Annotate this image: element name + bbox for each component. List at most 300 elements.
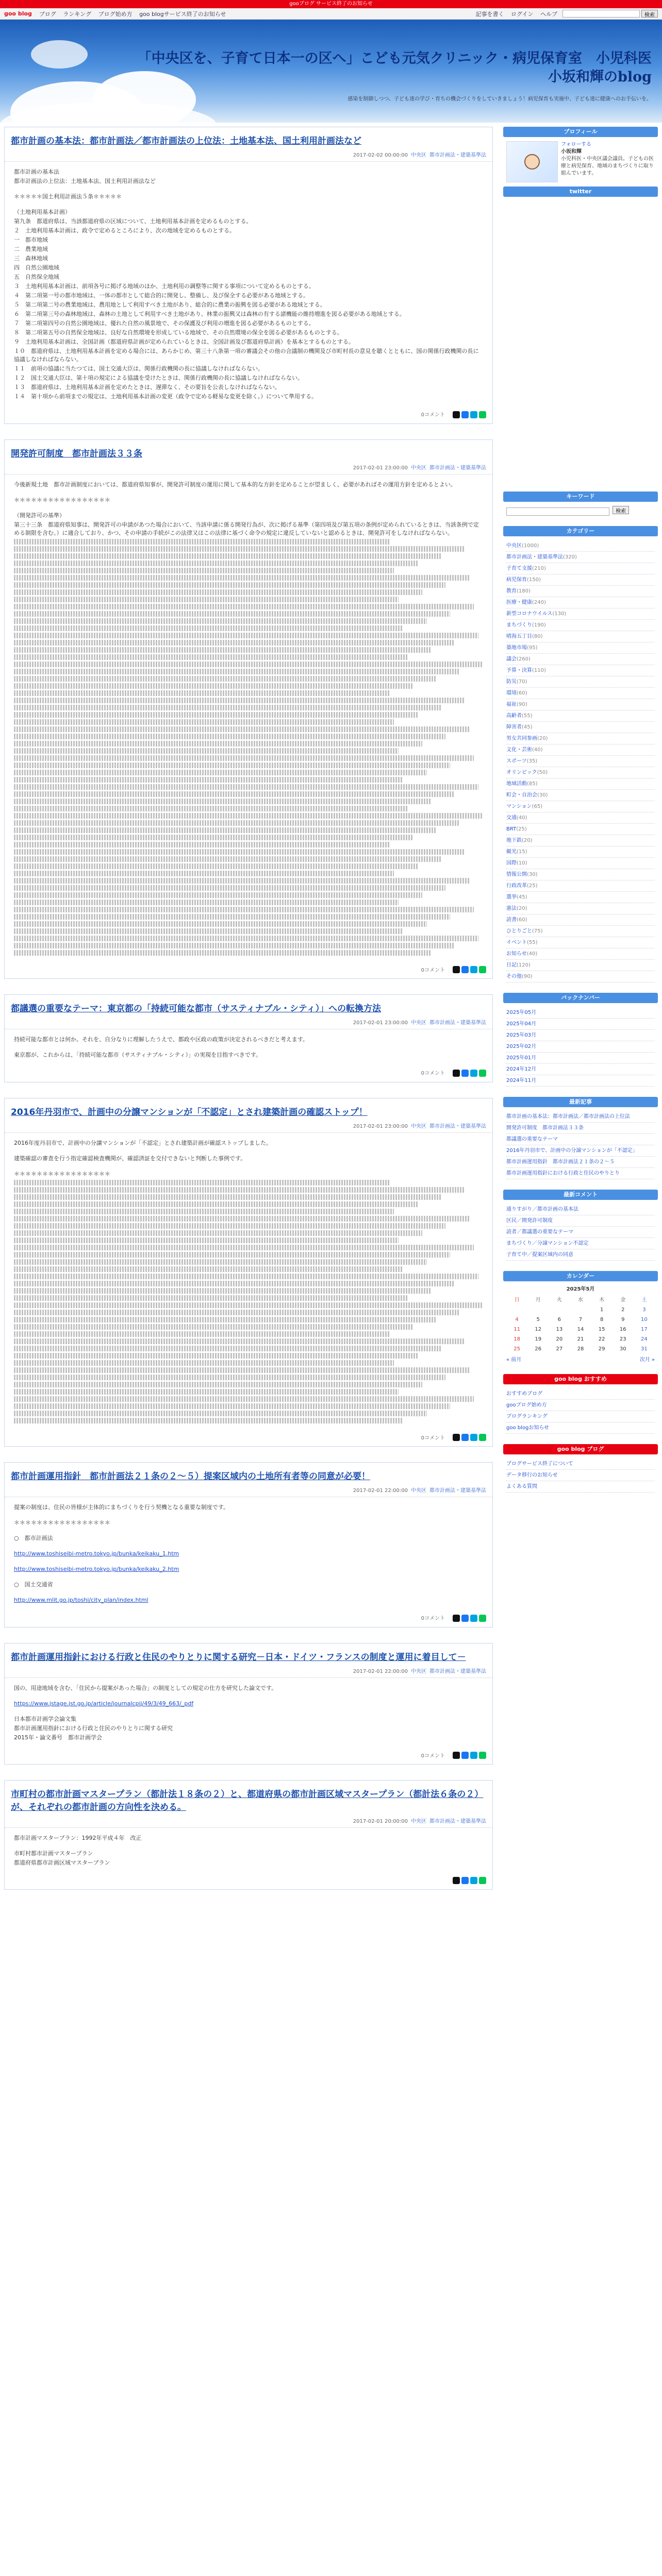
line-share-icon[interactable] — [479, 1752, 486, 1759]
backnumber-item[interactable]: 2025年05月 — [506, 1007, 655, 1019]
blog-entry — [4, 1098, 493, 1447]
category-item[interactable] — [506, 744, 655, 756]
entry-text: 持続可能な都市とは何か。それを、自分なりに理解したうえで、都政や区政の政策が決定されるべきだと考えます。 — [14, 1036, 308, 1043]
entry-text-block — [14, 726, 469, 732]
comment-count[interactable]: 0コメント — [421, 1753, 445, 1759]
entry-link[interactable]: http://www.toshiseibi-metro.tokyo.jp/bunka/keikaku_1.htm — [14, 1550, 179, 1557]
category-item[interactable] — [506, 937, 655, 948]
entry-text-block — [14, 625, 403, 631]
line-share-icon[interactable] — [479, 1877, 486, 1884]
entry-category-link[interactable]: 都市計画法・建築基準法 — [429, 1020, 486, 1026]
category-item-label: 観光 — [506, 849, 517, 855]
profile-follow[interactable]: フォローする — [561, 142, 591, 147]
hatena-share-icon[interactable] — [470, 1752, 477, 1759]
entry-text-block — [14, 1209, 394, 1214]
goo-blog-item[interactable]: ブログサービス終了について — [506, 1459, 655, 1470]
recent-item[interactable]: 開発許可制度 都市計画法３３条 — [506, 1123, 655, 1134]
facebook-share-icon[interactable] — [461, 966, 469, 973]
category-item-label: 環境 — [506, 690, 517, 696]
category-item[interactable] — [506, 733, 655, 744]
calendar-weekday: 火 — [556, 1297, 562, 1303]
entry-text-block — [14, 907, 474, 912]
topbar-search-input[interactable] — [562, 10, 640, 18]
entry-text-block — [14, 806, 408, 811]
line-share-icon[interactable] — [479, 1070, 486, 1077]
entry-text-block — [14, 799, 432, 804]
calendar-day[interactable]: 18 — [514, 1336, 520, 1342]
entry-text: 建築確認の審査を行う指定確認検査機関が、確認済証を交付できないと判断した事例です。 — [14, 1155, 246, 1162]
category-item[interactable] — [506, 812, 655, 824]
entry-date: 2017-02-01 23:00:00 — [353, 465, 408, 471]
line-share-icon[interactable] — [479, 966, 486, 973]
entry-title[interactable]: 開発許可制度 都市計画法３３条 — [11, 448, 142, 459]
x-share-icon[interactable] — [453, 966, 460, 973]
facebook-share-icon[interactable] — [461, 1615, 469, 1622]
face-icon — [524, 154, 540, 170]
calendar-day[interactable]: 15 — [598, 1326, 605, 1332]
entry-category-link[interactable]: 中央区 — [411, 1123, 426, 1129]
entry-category-link[interactable]: 都市計画法・建築基準法 — [429, 152, 486, 158]
category-item[interactable] — [506, 552, 655, 563]
calendar-day[interactable]: 11 — [514, 1326, 520, 1332]
entry-category-link[interactable]: 中央区 — [411, 152, 426, 158]
entry-text: 一 都市地域 — [14, 236, 48, 243]
calendar-day[interactable]: 6 — [557, 1316, 561, 1323]
comment-count[interactable]: 0コメント — [421, 1435, 445, 1441]
goo-recommend-item[interactable]: おすすめブログ — [506, 1388, 655, 1400]
entry-text-block — [14, 647, 432, 653]
category-item[interactable] — [506, 880, 655, 892]
goo-recommend-head: goo blog おすすめ — [503, 1374, 658, 1384]
category-item[interactable] — [506, 801, 655, 812]
category-item[interactable] — [506, 574, 655, 586]
category-item-count: (65) — [532, 803, 543, 809]
category-item-count: (10) — [517, 860, 527, 866]
category-item-count: (40) — [526, 951, 538, 957]
category-item-label: 国際 — [506, 860, 517, 866]
calendar-widget — [503, 1271, 658, 1368]
entry-text-block — [14, 863, 418, 869]
comment-item[interactable]: 読者／都議選の重要なテーマ — [506, 1227, 655, 1238]
calendar-next[interactable]: 次月 » — [639, 1357, 655, 1363]
category-item-label: 憲法 — [506, 905, 517, 911]
category-item[interactable] — [506, 778, 655, 790]
category-item-label: 文化・芸術 — [506, 747, 532, 753]
calendar-day[interactable]: 5 — [536, 1316, 540, 1323]
entry-category-link[interactable]: 都市計画法・建築基準法 — [429, 1668, 486, 1674]
category-item-label: 行政改革 — [506, 883, 527, 889]
category-item-label: ひとりごと — [506, 928, 532, 934]
entry-list — [4, 123, 493, 1905]
entry-text-block — [14, 683, 413, 689]
entry-text-block — [14, 561, 418, 566]
calendar-day[interactable]: 10 — [641, 1316, 648, 1323]
comment-count[interactable]: 0コメント — [421, 1616, 445, 1621]
blog-header — [0, 20, 662, 123]
entry-title[interactable]: 都市計画の基本法：都市計画法／都市計画法の上位法：土地基本法、国土利用計画法など — [11, 136, 361, 146]
blog-entry — [4, 1643, 493, 1765]
x-share-icon[interactable] — [453, 1615, 460, 1622]
x-share-icon[interactable] — [453, 1877, 460, 1884]
entry-text-block — [14, 611, 450, 617]
calendar-day[interactable]: 16 — [619, 1326, 626, 1332]
category-item-label: 都市計画法・建築基準法 — [506, 554, 563, 560]
entry-link[interactable]: http://www.toshiseibi-metro.tokyo.jp/bunka/keikaku_2.htm — [14, 1566, 179, 1572]
calendar-day[interactable]: 17 — [641, 1326, 648, 1332]
category-item[interactable] — [506, 597, 655, 608]
category-item-label: イベント — [506, 939, 527, 945]
entry-text: （土地利用基本計画） — [14, 209, 71, 215]
category-item-label: 福祉 — [506, 701, 517, 707]
calendar-day[interactable]: 31 — [641, 1346, 648, 1352]
calendar-day[interactable]: 12 — [535, 1326, 542, 1332]
category-item[interactable] — [506, 654, 655, 665]
entry-text-block — [14, 748, 399, 754]
facebook-share-icon[interactable] — [461, 1434, 469, 1441]
entry-text-block — [14, 1266, 403, 1272]
calendar-day[interactable]: 30 — [619, 1346, 626, 1352]
entry-text-block — [14, 1295, 408, 1301]
line-share-icon[interactable] — [479, 411, 486, 418]
goo-recommend-item[interactable]: goo blogお知らせ — [506, 1422, 655, 1434]
goo-recommend-item[interactable]: gooブログ始め方 — [506, 1400, 655, 1411]
goo-logo[interactable]: goo blog — [4, 10, 32, 17]
entry-footer — [5, 963, 492, 979]
category-item[interactable] — [506, 960, 655, 971]
profile-avatar[interactable] — [506, 141, 558, 182]
category-item-label: 中央区 — [506, 543, 522, 549]
x-share-icon[interactable] — [453, 1070, 460, 1077]
category-item[interactable] — [506, 824, 655, 835]
category-item[interactable] — [506, 699, 655, 710]
entry-text: ＊＊＊＊＊＊＊＊＊＊＊＊＊＊＊＊＊ — [14, 1519, 110, 1526]
category-item[interactable] — [506, 790, 655, 801]
entry-text-block — [14, 1180, 389, 1185]
x-share-icon[interactable] — [453, 411, 460, 418]
category-item-count: (110) — [532, 667, 546, 673]
calendar-day[interactable]: 7 — [578, 1316, 583, 1323]
entry-footer — [5, 1749, 492, 1765]
calendar-day[interactable]: 26 — [535, 1346, 542, 1352]
calendar-day — [570, 1305, 591, 1315]
goo-recommend-item[interactable]: ブログランキング — [506, 1411, 655, 1422]
category-item-count: (55) — [522, 713, 533, 719]
calendar-day[interactable]: 14 — [577, 1326, 584, 1332]
category-item[interactable] — [506, 722, 655, 733]
x-share-icon[interactable] — [453, 1434, 460, 1441]
entry-title[interactable]: 都市計画運用指針 都市計画法２１条の２〜５）提案区域内の土地所有者等の同意が必要！ — [11, 1471, 370, 1482]
category-item[interactable] — [506, 631, 655, 642]
category-item[interactable] — [506, 620, 655, 631]
entry-category-link[interactable]: 都市計画法・建築基準法 — [429, 465, 486, 471]
hatena-share-icon[interactable] — [470, 1070, 477, 1077]
category-item-label: 地域活動 — [506, 781, 527, 787]
entry-text: １１ 前項の協議に当たつては、国土交通大臣は、関係行政機関の長に協議しなければならない。 — [14, 365, 263, 372]
topbar-link-ranking[interactable]: ランキング — [63, 10, 92, 18]
calendar-day[interactable]: 20 — [556, 1336, 563, 1342]
hatena-share-icon[interactable] — [470, 966, 477, 973]
entry-link[interactable]: http://www.mlit.go.jp/toshi/city_plan/index.html — [14, 1597, 148, 1603]
facebook-share-icon[interactable] — [461, 1752, 469, 1759]
blog-title[interactable] — [138, 49, 652, 87]
entry-text-block — [14, 575, 469, 581]
write-article-link[interactable]: 記事を書く — [475, 10, 504, 18]
line-share-icon[interactable] — [479, 1434, 486, 1441]
category-item[interactable] — [506, 971, 655, 982]
entry-text-block — [14, 762, 450, 768]
entry-text-block — [14, 936, 478, 941]
entry-text-block — [14, 777, 403, 783]
entry-text-block — [14, 741, 422, 747]
category-item-label: その他 — [506, 973, 522, 979]
entry-text: 二 農業地域 — [14, 246, 48, 252]
line-share-icon[interactable] — [479, 1615, 486, 1622]
goo-blog-item[interactable]: データ移行のお知らせ — [506, 1470, 655, 1481]
topbar-link-notice[interactable]: goo blogサービス終了のお知らせ — [139, 10, 226, 18]
category-item-count: (45) — [522, 724, 533, 730]
entry-date: 2017-02-02 00:00:00 — [353, 152, 408, 158]
calendar-day[interactable]: 8 — [600, 1316, 604, 1323]
comment-count[interactable]: 0コメント — [421, 412, 445, 418]
login-link[interactable]: ログイン — [511, 10, 534, 18]
topbar-search-button[interactable]: 検索 — [641, 10, 658, 18]
category-item-count: (20) — [537, 735, 548, 741]
entry-text: ６ 第二項第三号の森林地域は、森林の土地として利用すべき土地があり、林業の振興又は森林の有する諸機能の維持増進を図る必要がある地域とする。 — [14, 311, 405, 317]
category-item-count: (25) — [516, 826, 527, 832]
category-item-count: (40) — [517, 815, 527, 821]
entry-text: 第三十三条 都道府県知事は、開発許可の申請があつた場合において、当該申請に係る開発行為が、次に掲げる基準（第四項及び第五項の条例が定められているときは、当該条例で定める制限を含む。）に適合しており、かつ、その申請の手続がこの法律又はこの法律に基づく命令の規定に違反していないと認めるときは、開発許可をしなければならない。 — [14, 521, 479, 536]
entry-text-block — [14, 1245, 474, 1250]
category-item-label: 読書 — [506, 917, 517, 923]
topbar-links — [39, 10, 231, 18]
service-notice[interactable]: gooブログ サービス終了のお知らせ — [0, 0, 662, 8]
category-item-count: (90) — [522, 973, 533, 979]
calendar-day[interactable]: 29 — [598, 1346, 605, 1352]
calendar-day[interactable]: 23 — [619, 1336, 626, 1342]
entry-text-block — [14, 835, 413, 840]
comment-item[interactable]: 区民／開発許可制度 — [506, 1215, 655, 1227]
backnumber-item[interactable]: 2025年03月 — [506, 1030, 655, 1041]
category-item[interactable] — [506, 926, 655, 937]
category-item-count: (20) — [522, 837, 533, 843]
category-item-count: (25) — [527, 883, 538, 889]
entry-text-block — [14, 1338, 465, 1344]
entry-text-block — [14, 553, 441, 559]
backnumber-item[interactable]: 2024年12月 — [506, 1064, 655, 1075]
category-item[interactable] — [506, 914, 655, 926]
category-item[interactable] — [506, 835, 655, 846]
category-item[interactable] — [506, 892, 655, 903]
calendar-day[interactable]: 4 — [515, 1316, 519, 1323]
category-item-label: スポーツ — [506, 758, 527, 764]
entry-text: ＊＊＊＊＊＊＊＊＊＊＊＊＊＊＊＊＊ — [14, 1170, 110, 1177]
category-item-count: (320) — [563, 554, 577, 560]
entry-category-link[interactable]: 中央区 — [411, 1668, 426, 1674]
category-item[interactable] — [506, 586, 655, 597]
keyword-head: キーワード — [503, 492, 658, 502]
entry-text: 都市計画の基本法 — [14, 168, 59, 175]
entry-body — [5, 1133, 492, 1431]
category-item-count: (30) — [527, 871, 538, 877]
entry-category-link[interactable]: 都市計画法・建築基準法 — [429, 1819, 486, 1824]
entry-text-block — [14, 640, 455, 646]
topbar-link-start[interactable]: ブログ始め方 — [98, 10, 133, 18]
blog-title-line2[interactable]: 小坂和輝のblog — [548, 69, 652, 85]
backnumber-item[interactable]: 2024年11月 — [506, 1075, 655, 1087]
entry-category-link[interactable]: 中央区 — [411, 465, 426, 471]
category-head: カテゴリー — [503, 526, 658, 536]
calendar-weekday: 金 — [620, 1297, 626, 1303]
entry-text-block — [14, 1367, 469, 1373]
blog-description: 感染を制御しつつ、子ども達の学び・育ちの機会づくりをしていきましょう！病児保育も実施中、子ども達に健康へのお手伝いを。 — [347, 96, 652, 102]
profile-name[interactable]: 小坂和輝 — [561, 149, 582, 155]
entry-text: 第九条 都道府県は、当該都道府県の区域について、土地利用基本計画を定めるものとする。 — [14, 218, 252, 225]
recent-item[interactable]: 都市計画の基本法：都市計画法／都市計画法の上位法 — [506, 1111, 655, 1123]
category-item-label: 日記 — [506, 962, 517, 968]
entry-title[interactable]: 都市計画運用指針における行政と住民のやりとりに関する研究－日本・ドイツ・フランスの制度と運用に着目して－ — [11, 1652, 466, 1663]
category-item[interactable] — [506, 869, 655, 880]
entry-text-block — [14, 690, 389, 696]
backnumber-widget — [503, 993, 658, 1091]
profile-head: プロフィール — [503, 127, 658, 137]
calendar-day[interactable]: 22 — [598, 1336, 605, 1342]
blog-title-line1[interactable]: 「中央区を、子育て日本一の区へ」こども元気クリニック・病児保育室 小児科医 — [137, 50, 652, 66]
category-item[interactable] — [506, 858, 655, 869]
calendar-day — [527, 1305, 549, 1315]
calendar-day[interactable]: 1 — [600, 1307, 604, 1313]
entry-category-link[interactable]: 中央区 — [411, 1020, 426, 1026]
entry-text: （開発許可の基準） — [14, 512, 65, 519]
category-item[interactable] — [506, 710, 655, 722]
category-item-count: (55) — [527, 939, 538, 945]
category-item-count: (95) — [527, 645, 538, 651]
entry-title[interactable]: 2016年丹羽市で、計画中の分譲マンションが「不認定」とされ建築計画の確認ストップ！ — [11, 1107, 368, 1117]
category-item-label: 病児保育 — [506, 577, 527, 583]
calendar-day[interactable]: 13 — [556, 1326, 563, 1332]
calendar-weekday: 木 — [599, 1297, 605, 1303]
category-item[interactable] — [506, 767, 655, 778]
comments-head: 最新コメント — [503, 1190, 658, 1200]
calendar-day[interactable]: 27 — [556, 1346, 563, 1352]
backnumber-item[interactable]: 2025年04月 — [506, 1019, 655, 1030]
calendar-day[interactable]: 3 — [642, 1307, 646, 1313]
comment-item[interactable]: まちづくり／分譲マンション不認定 — [506, 1238, 655, 1249]
calendar-day[interactable]: 28 — [577, 1346, 584, 1352]
facebook-share-icon[interactable] — [461, 1877, 469, 1884]
entry-text-block — [14, 827, 436, 833]
help-link[interactable]: ヘルプ — [540, 10, 557, 18]
entry-text: ３ 土地利用基本計画は、前項各号に掲げる地域のほか、土地利用の調整等に関する事項について定めるものとする。 — [14, 283, 315, 290]
x-share-icon[interactable] — [453, 1752, 460, 1759]
category-item[interactable] — [506, 948, 655, 960]
entry-category-link[interactable]: 中央区 — [411, 1488, 426, 1494]
entry-footer — [5, 1612, 492, 1627]
category-item[interactable] — [506, 903, 655, 914]
category-item[interactable] — [506, 642, 655, 654]
facebook-share-icon[interactable] — [461, 411, 469, 418]
calendar-day[interactable]: 25 — [514, 1346, 520, 1352]
comment-item[interactable]: 通りすがり／都市計画の基本法 — [506, 1204, 655, 1215]
facebook-share-icon[interactable] — [461, 1070, 469, 1077]
calendar-day[interactable]: 19 — [535, 1336, 542, 1342]
entry-text: １０ 都道府県は、土地利用基本計画を定める場合には、あらかじめ、第三十八条第一項の審議会その他の合議制の機関及び市町村長の意見を聴くとともに、国の関係行政機関の長に協議しなければならない。 — [14, 348, 479, 363]
entry-text-block — [14, 597, 399, 602]
recent-item[interactable]: 都市計画運用指針 都市計画法２１条の２〜５ — [506, 1157, 655, 1168]
entry-meta — [5, 150, 492, 162]
goo-blog-item[interactable]: よくある質問 — [506, 1481, 655, 1493]
keyword-search-button[interactable]: 検索 — [613, 506, 629, 514]
hatena-share-icon[interactable] — [470, 1877, 477, 1884]
comment-count[interactable]: 0コメント — [421, 967, 445, 973]
hatena-share-icon[interactable] — [470, 1615, 477, 1622]
recent-item[interactable]: 都市計画運用指針における行政と住民のやりとり — [506, 1168, 655, 1179]
calendar-prev[interactable]: « 前月 — [506, 1357, 522, 1363]
entry-link[interactable]: https://www.jstage.jst.go.jp/article/journalcpij/49/3/49_663/_pdf — [14, 1700, 194, 1707]
entry-category-link[interactable]: 都市計画法・建築基準法 — [429, 1488, 486, 1494]
category-item-label: オリンピック — [506, 769, 537, 775]
recent-item[interactable]: 都議選の重要なテーマ — [506, 1134, 655, 1145]
category-item-count: (70) — [517, 679, 527, 685]
backnumber-item[interactable]: 2025年02月 — [506, 1041, 655, 1053]
backnumber-head: バックナンバー — [503, 993, 658, 1003]
entry-category-link[interactable]: 中央区 — [411, 1819, 426, 1824]
entry-text-block — [14, 705, 441, 710]
entry-title[interactable]: 都議選の重要なテーマ：東京都の「持続可能な都市（サスティナブル・シティ）」への転換方法 — [11, 1004, 382, 1014]
twitter-timeline[interactable] — [503, 197, 658, 485]
category-item[interactable] — [506, 756, 655, 767]
calendar-day[interactable]: 2 — [621, 1307, 625, 1313]
entry-text-block — [14, 1302, 483, 1308]
entry-text-block — [14, 885, 445, 891]
hatena-share-icon[interactable] — [470, 411, 477, 418]
category-item[interactable] — [506, 608, 655, 620]
calendar-table — [506, 1295, 655, 1354]
calendar-weekday: 水 — [577, 1297, 583, 1303]
comment-item[interactable]: 子育て中／提案区域内の同意 — [506, 1249, 655, 1261]
entry-body — [5, 474, 492, 963]
category-item[interactable] — [506, 846, 655, 858]
entry-text: 四 自然公園地域 — [14, 264, 59, 271]
category-item-count: (20) — [517, 905, 527, 911]
entry-category-link[interactable]: 都市計画法・建築基準法 — [429, 1123, 486, 1129]
category-item[interactable] — [506, 676, 655, 688]
calendar-day[interactable]: 9 — [621, 1316, 625, 1323]
category-item[interactable] — [506, 688, 655, 699]
calendar-day[interactable]: 24 — [641, 1336, 648, 1342]
keyword-input[interactable] — [506, 507, 609, 516]
entry-text-block — [14, 662, 483, 667]
topbar-link-blog[interactable]: ブログ — [39, 10, 56, 18]
category-item[interactable] — [506, 563, 655, 574]
category-item-label: 交通 — [506, 815, 517, 821]
category-item[interactable] — [506, 665, 655, 676]
category-item-count: (190) — [532, 622, 546, 628]
recent-item[interactable]: 2016年丹羽市で、計画中の分譲マンションが「不認定」 — [506, 1145, 655, 1157]
hatena-share-icon[interactable] — [470, 1434, 477, 1441]
entry-text: ８ 第二項第五号の自然保全地域は、良好な自然環境を形成している地域で、その自然環境の保全を図る必要があるものとする。 — [14, 329, 343, 336]
entry-date: 2017-02-01 23:00:00 — [353, 1123, 408, 1129]
entry-text: 東京都が、これからは、「持続可能な都市（サスティナブル・シティ）」の実現を目指すべきです。 — [14, 1052, 262, 1058]
calendar-day[interactable]: 21 — [577, 1336, 584, 1342]
category-item[interactable] — [506, 540, 655, 552]
topbar-util — [471, 10, 557, 18]
backnumber-item[interactable]: 2025年01月 — [506, 1053, 655, 1064]
entry-text-block — [14, 900, 399, 905]
entry-text: １３ 都道府県は、土地利用基本計画を定めたときは、遅滞なく、その要旨を公表しなければならない。 — [14, 384, 280, 391]
entry-title[interactable]: 市町村の都市計画マスタープラン（都計法１８条の２）と、都道府県の都市計画区域マスタープラン（都計法６条の２）が、それぞれの都市計画の方向性を決める。 — [11, 1789, 484, 1812]
comment-count[interactable]: 0コメント — [421, 1071, 445, 1076]
entry-text-block — [14, 871, 394, 876]
